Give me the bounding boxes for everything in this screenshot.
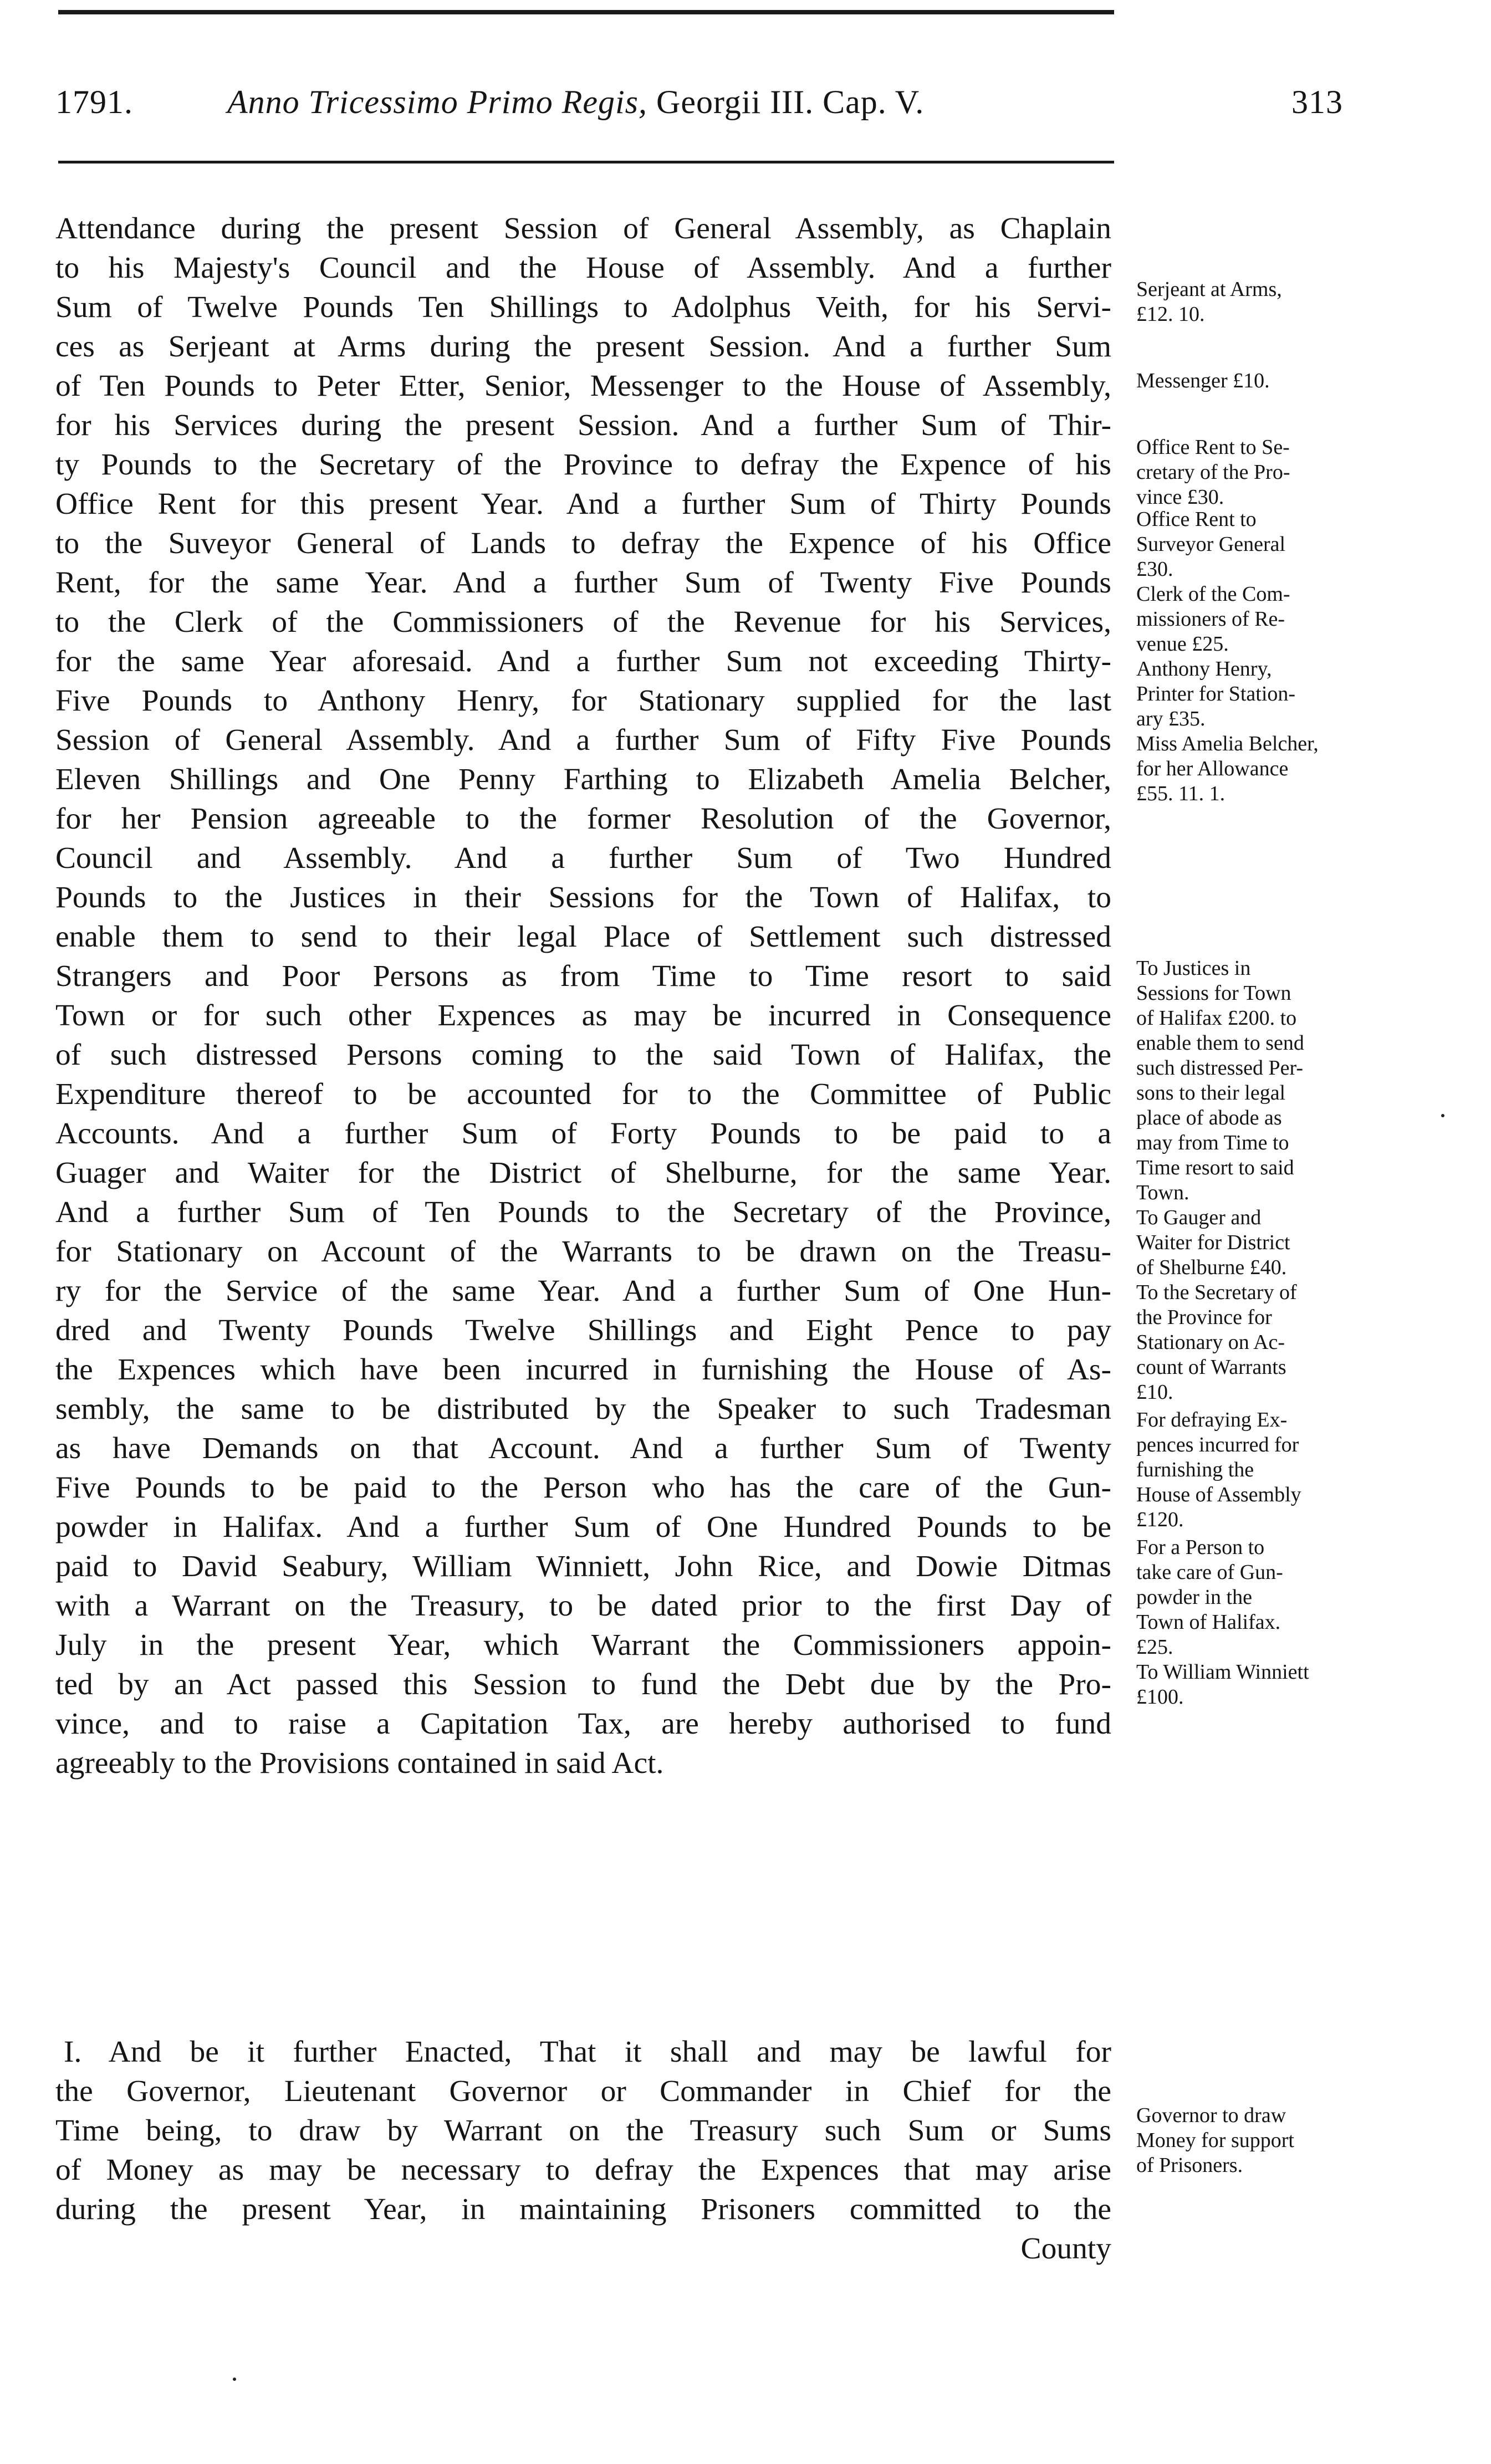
- body-line: for Stationary on Account of the Warrants to be drawn on the Treasu-: [55, 1235, 1111, 1269]
- body-line: dred and Twenty Pounds Twelve Shillings and Eight Pence to pay: [55, 1313, 1111, 1347]
- body-line: agreeably to the Provisions contained in said Act.: [55, 1746, 664, 1780]
- section-line: Time being, to draw by Warrant on the Treasury such Sum or Sums: [55, 2114, 1111, 2148]
- margin-note: may from Time to: [1136, 1131, 1289, 1154]
- body-line: Strangers and Poor Persons as from Time to Time resort to said: [55, 959, 1111, 993]
- margin-note: for her Allowance: [1136, 757, 1289, 780]
- margin-note: Messenger £10.: [1136, 369, 1270, 392]
- body-line: of such distressed Persons coming to the said Town of Halifax, the: [55, 1038, 1111, 1072]
- running-header-year: 1791.: [55, 84, 133, 120]
- margin-note: sons to their legal: [1136, 1081, 1286, 1105]
- margin-note: cretary of the Pro-: [1136, 461, 1290, 484]
- body-line: to the Suveyor General of Lands to defray the Expence of his Office: [55, 526, 1111, 560]
- running-header-title: [227, 83, 924, 121]
- header-rule: [58, 161, 1114, 163]
- body-line: Pounds to the Justices in their Sessions for the Town of Halifax, to: [55, 881, 1111, 914]
- margin-note: of Halifax £200. to: [1136, 1006, 1297, 1030]
- body-line: of Ten Pounds to Peter Etter, Senior, Messenger to the House of Assembly,: [55, 369, 1111, 403]
- body-line: ry for the Service of the same Year. And a further Sum of One Hun-: [55, 1274, 1111, 1308]
- top-rule: [58, 10, 1114, 14]
- running-header-title-rest: Georgii III. Cap. V.: [647, 84, 925, 120]
- margin-note: pences incurred for: [1136, 1433, 1299, 1456]
- body-line: Guager and Waiter for the District of Shelburne, for the same Year.: [55, 1156, 1111, 1190]
- body-line: for his Services during the present Session. And a further Sum of Thir-: [55, 408, 1111, 442]
- margin-note: of Prisoners.: [1136, 2154, 1243, 2177]
- stray-mark: [233, 2378, 236, 2381]
- margin-note: Anthony Henry,: [1136, 657, 1272, 681]
- margin-note: Serjeant at Arms,: [1136, 278, 1282, 301]
- margin-note: Office Rent to: [1136, 508, 1257, 531]
- margin-note: furnishing the: [1136, 1458, 1254, 1481]
- body-line: Rent, for the same Year. And a further Sum of Twenty Five Pounds: [55, 566, 1111, 600]
- margin-note: For defraying Ex-: [1136, 1408, 1288, 1432]
- margin-note: Governor to draw: [1136, 2104, 1286, 2127]
- body-line: Accounts. And a further Sum of Forty Pounds to be paid to a: [55, 1117, 1111, 1151]
- body-line: for the same Year aforesaid. And a further Sum not exceeding Thirty-: [55, 645, 1111, 678]
- page-number: 313: [1291, 84, 1343, 120]
- body-line: And a further Sum of Ten Pounds to the Secretary of the Province,: [55, 1195, 1111, 1229]
- margin-note: £100.: [1136, 1685, 1184, 1709]
- body-line: Session of General Assembly. And a further Sum of Fifty Five Pounds: [55, 723, 1111, 757]
- body-line: Expenditure thereof to be accounted for to the Committee of Public: [55, 1077, 1111, 1111]
- margin-note: To Gauger and: [1136, 1206, 1262, 1229]
- margin-note: To Justices in: [1136, 957, 1251, 980]
- margin-note: the Province for: [1136, 1306, 1272, 1329]
- margin-note: Time resort to said: [1136, 1156, 1294, 1179]
- running-header-title-italic: Anno Tricessimo Primo Regis,: [227, 84, 647, 120]
- body-line: to the Clerk of the Commissioners of the Revenue for his Services,: [55, 605, 1111, 639]
- body-line: ces as Serjeant at Arms during the present Session. And a further Sum: [55, 330, 1111, 364]
- margin-note: £55. 11. 1.: [1136, 782, 1226, 805]
- margin-note: Money for support: [1136, 2129, 1294, 2152]
- section-line: the Governor, Lieutenant Governor or Commander in Chief for the: [55, 2074, 1111, 2108]
- margin-note: ary £35.: [1136, 707, 1206, 730]
- body-line: ted by an Act passed this Session to fund the Debt due by the Pro-: [55, 1668, 1111, 1701]
- body-line: Eleven Shillings and One Penny Farthing to Elizabeth Amelia Belcher,: [55, 763, 1111, 796]
- margin-note: Printer for Station-: [1136, 682, 1296, 706]
- body-line: to his Majesty's Council and the House of Assembly. And a further: [55, 251, 1111, 285]
- margin-note: £12. 10.: [1136, 303, 1205, 326]
- margin-note: take care of Gun-: [1136, 1561, 1283, 1584]
- body-line: vince, and to raise a Capitation Tax, are hereby authorised to fund: [55, 1707, 1111, 1741]
- margin-note: House of Assembly: [1136, 1483, 1301, 1506]
- margin-note: For a Person to: [1136, 1536, 1265, 1559]
- margin-note: such distressed Per-: [1136, 1056, 1304, 1080]
- margin-note: Clerk of the Com-: [1136, 582, 1290, 606]
- body-line: July in the present Year, which Warrant the Commissioners appoin-: [55, 1628, 1111, 1662]
- section-line: during the present Year, in maintaining Prisoners committed to the: [55, 2192, 1111, 2226]
- margin-note: To the Secretary of: [1136, 1281, 1297, 1304]
- margin-note: Miss Amelia Belcher,: [1136, 732, 1319, 755]
- body-line: enable them to send to their legal Place of Settlement such distressed: [55, 920, 1111, 954]
- margin-note: Surveyor General: [1136, 533, 1286, 556]
- body-line: for her Pension agreeable to the former Resolution of the Governor,: [55, 802, 1111, 836]
- stray-mark: [1441, 1114, 1444, 1117]
- body-line: Town or for such other Expences as may be incurred in Consequence: [55, 999, 1111, 1032]
- margin-note: count of Warrants: [1136, 1356, 1286, 1379]
- body-line: as have Demands on that Account. And a further Sum of Twenty: [55, 1432, 1111, 1465]
- margin-note: £30.: [1136, 558, 1173, 581]
- body-line: the Expences which have been incurred in furnishing the House of As-: [55, 1353, 1111, 1387]
- section-line: I. And be it further Enacted, That it shall and may be lawful for: [64, 2035, 1111, 2069]
- body-line: paid to David Seabury, William Winniett, John Rice, and Dowie Ditmas: [55, 1550, 1111, 1583]
- margin-note: Town of Halifax.: [1136, 1611, 1281, 1634]
- section-line: County: [1020, 2232, 1111, 2266]
- body-line: Council and Assembly. And a further Sum of Two Hundred: [55, 841, 1111, 875]
- margin-note: To William Winniett: [1136, 1660, 1309, 1684]
- margin-note: venue £25.: [1136, 632, 1229, 656]
- body-line: powder in Halifax. And a further Sum of One Hundred Pounds to be: [55, 1510, 1111, 1544]
- margin-note: Stationary on Ac-: [1136, 1331, 1285, 1354]
- body-line: sembly, the same to be distributed by the Speaker to such Tradesman: [55, 1392, 1111, 1426]
- margin-note: powder in the: [1136, 1586, 1252, 1609]
- body-line: Five Pounds to Anthony Henry, for Stationary supplied for the last: [55, 684, 1111, 718]
- body-line: ty Pounds to the Secretary of the Province to defray the Expence of his: [55, 448, 1111, 482]
- body-line: Sum of Twelve Pounds Ten Shillings to Adolphus Veith, for his Servi-: [55, 290, 1111, 324]
- margin-note: vince £30.: [1136, 485, 1224, 509]
- body-line: Five Pounds to be paid to the Person who has the care of the Gun-: [55, 1471, 1111, 1505]
- margin-note: Office Rent to Se-: [1136, 436, 1290, 459]
- margin-note: enable them to send: [1136, 1031, 1304, 1055]
- margin-note: missioners of Re-: [1136, 607, 1285, 631]
- section-line: of Money as may be necessary to defray the Expences that may arise: [55, 2153, 1111, 2187]
- margin-note: Sessions for Town: [1136, 981, 1291, 1005]
- margin-note: Town.: [1136, 1181, 1189, 1204]
- margin-note: Waiter for District: [1136, 1231, 1290, 1254]
- margin-note: £10.: [1136, 1381, 1173, 1404]
- body-line: Office Rent for this present Year. And a further Sum of Thirty Pounds: [55, 487, 1111, 521]
- body-line: Attendance during the present Session of General Assembly, as Chaplain: [55, 212, 1111, 246]
- margin-note: place of abode as: [1136, 1106, 1282, 1129]
- margin-note: £25.: [1136, 1635, 1173, 1659]
- margin-note: of Shelburne £40.: [1136, 1256, 1287, 1279]
- body-line: with a Warrant on the Treasury, to be dated prior to the first Day of: [55, 1589, 1111, 1623]
- margin-note: £120.: [1136, 1508, 1184, 1531]
